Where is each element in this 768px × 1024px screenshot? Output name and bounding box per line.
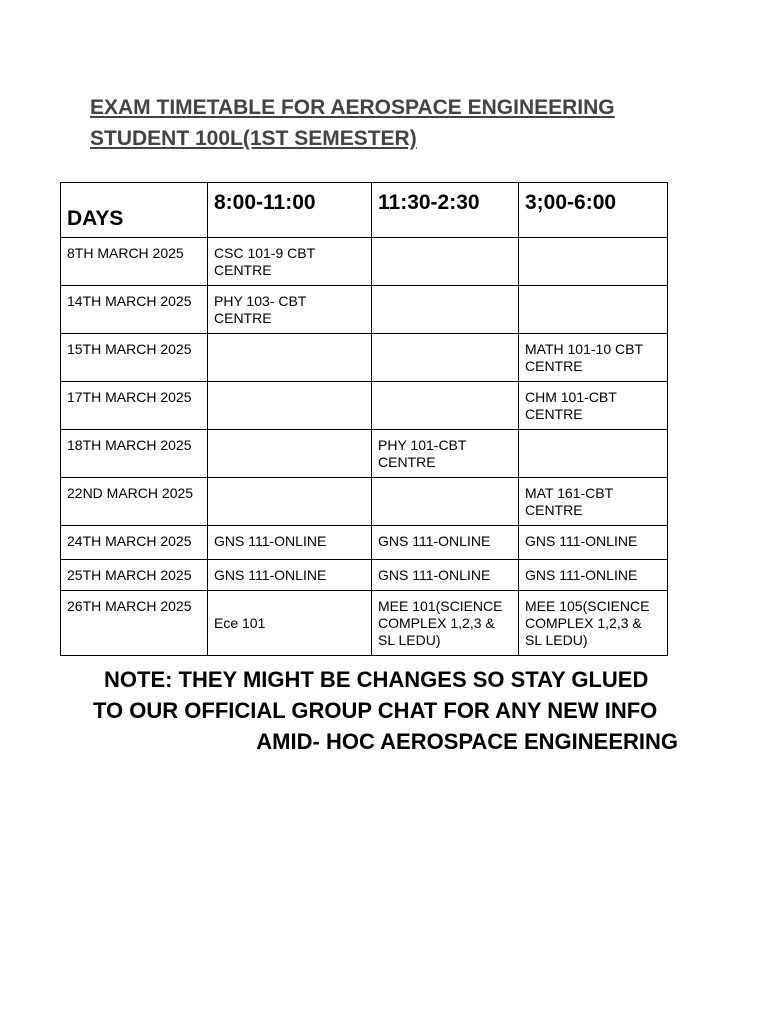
day-cell: 14TH MARCH 2025 xyxy=(61,286,208,334)
table-row xyxy=(61,382,668,430)
slot-3-cell: CHM 101-CBT CENTRE xyxy=(519,382,668,430)
slot-1-cell: PHY 103- CBT CENTRE xyxy=(208,286,372,334)
slot-2-cell xyxy=(372,478,519,526)
table-row xyxy=(61,478,668,526)
table-row xyxy=(61,591,668,656)
note-line-1: NOTE: THEY MIGHT BE CHANGES SO STAY GLUED xyxy=(104,667,649,692)
slot-3-cell xyxy=(519,238,668,286)
slot-2-cell: GNS 111-ONLINE xyxy=(372,560,519,591)
slot-2-cell xyxy=(372,286,519,334)
slot-3-cell: MEE 105(SCIENCE COMPLEX 1,2,3 & SL LEDU) xyxy=(519,591,668,656)
slot-1-cell: GNS 111-ONLINE xyxy=(208,526,372,560)
table-row xyxy=(61,286,668,334)
slot-3-cell: MAT 161-CBT CENTRE xyxy=(519,478,668,526)
note-block xyxy=(60,664,680,757)
day-cell: 18TH MARCH 2025 xyxy=(61,430,208,478)
table-row xyxy=(61,526,668,560)
slot-3-cell: GNS 111-ONLINE xyxy=(519,560,668,591)
day-cell: 26TH MARCH 2025 xyxy=(61,591,208,656)
table-row xyxy=(61,238,668,286)
slot-1-cell xyxy=(208,382,372,430)
slot-2-cell xyxy=(372,382,519,430)
table-row xyxy=(61,334,668,382)
exam-timetable xyxy=(60,182,668,656)
document-title xyxy=(90,92,710,154)
title-line-1: EXAM TIMETABLE FOR AEROSPACE ENGINEERING xyxy=(90,96,615,119)
slot-1-cell: CSC 101-9 CBT CENTRE xyxy=(208,238,372,286)
slot-2-cell xyxy=(372,334,519,382)
table-header-row xyxy=(61,183,668,238)
slot-1-cell xyxy=(208,478,372,526)
header-days: DAYS xyxy=(61,183,208,238)
slot-1-cell: Ece 101 xyxy=(208,591,372,656)
slot-2-cell: MEE 101(SCIENCE COMPLEX 1,2,3 & SL LEDU) xyxy=(372,591,519,656)
table-row xyxy=(61,430,668,478)
day-cell: 22ND MARCH 2025 xyxy=(61,478,208,526)
table-row xyxy=(61,560,668,591)
note-line-3: AMID- HOC AEROSPACE ENGINEERING xyxy=(256,729,678,754)
slot-1-cell: GNS 111-ONLINE xyxy=(208,560,372,591)
header-slot-3: 3;00-6:00 xyxy=(519,183,668,238)
day-cell: 24TH MARCH 2025 xyxy=(61,526,208,560)
slot-2-cell: GNS 111-ONLINE xyxy=(372,526,519,560)
day-cell: 8TH MARCH 2025 xyxy=(61,238,208,286)
slot-2-cell: PHY 101-CBT CENTRE xyxy=(372,430,519,478)
note-line-2: TO OUR OFFICIAL GROUP CHAT FOR ANY NEW INFO xyxy=(93,698,658,723)
day-cell: 15TH MARCH 2025 xyxy=(61,334,208,382)
slot-3-cell: MATH 101-10 CBT CENTRE xyxy=(519,334,668,382)
header-slot-2: 11:30-2:30 xyxy=(372,183,519,238)
header-slot-1: 8:00-11:00 xyxy=(208,183,372,238)
slot-3-cell: GNS 111-ONLINE xyxy=(519,526,668,560)
title-line-2: STUDENT 100L(1ST SEMESTER) xyxy=(90,127,417,150)
slot-2-cell xyxy=(372,238,519,286)
slot-3-cell xyxy=(519,430,668,478)
day-cell: 25TH MARCH 2025 xyxy=(61,560,208,591)
slot-1-cell xyxy=(208,334,372,382)
slot-3-cell xyxy=(519,286,668,334)
slot-1-cell xyxy=(208,430,372,478)
day-cell: 17TH MARCH 2025 xyxy=(61,382,208,430)
